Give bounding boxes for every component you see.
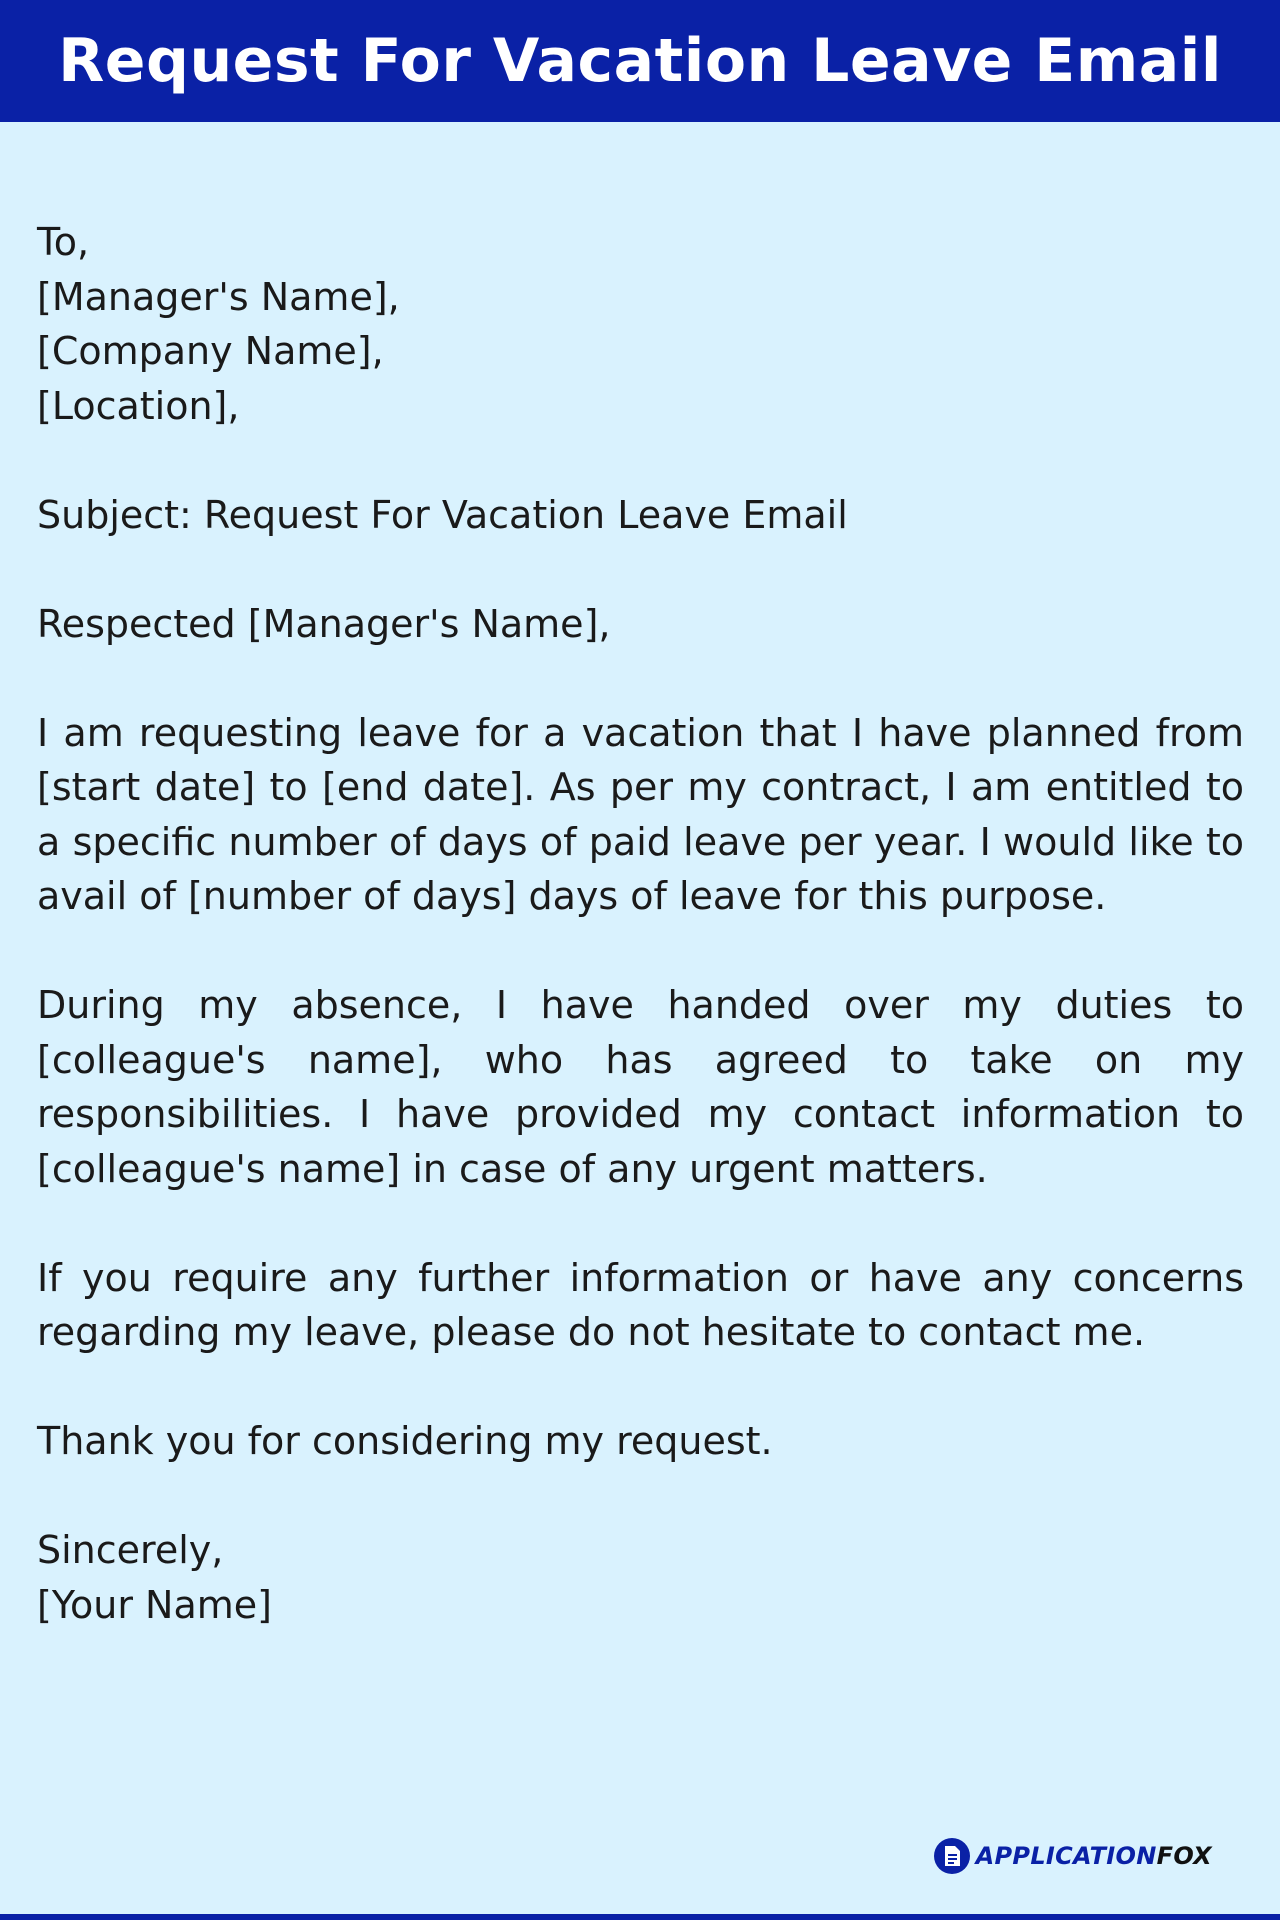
brand-logo <box>934 1838 1212 1874</box>
letter-body <box>37 215 1244 1687</box>
recipient-address <box>37 215 1244 433</box>
brand-name-part1: APPLICATION <box>975 1842 1157 1870</box>
body-paragraph: Thank you for considering my request. <box>37 1419 773 1463</box>
salutation: Respected [Manager's Name], <box>37 601 611 646</box>
document-icon <box>934 1838 970 1874</box>
page-title: Request For Vacation Leave Email <box>58 26 1222 96</box>
body-paragraph: If you require any further information or have any concerns regarding my leave, please do not hesitate to contact me. <box>37 1255 1244 1354</box>
address-line: [Manager's Name], <box>37 274 400 319</box>
subject-line: Subject: Request For Vacation Leave Email <box>37 492 848 537</box>
address-line: To, <box>37 220 90 264</box>
address-line: [Company Name], <box>37 329 384 373</box>
brand-name <box>976 1842 1212 1870</box>
body-paragraph: During my absence, I have handed over my duties to [colleague's name], who has agreed to take on my responsibilities. I have provided my contact information to [colleague's name] in case of any urgent matters. <box>37 983 1244 1191</box>
footer-bar <box>0 1914 1280 1920</box>
body-paragraph: I am requesting leave for a vacation that I have planned from [start date] to [end date]. As per my contract, I am entitled to a specific number of days of paid leave per year. I would like to avail of [number of days] days of leave for this purpose. <box>37 710 1244 918</box>
brand-name-part2: FOX <box>1156 1842 1212 1870</box>
address-line: [Location], <box>37 383 240 428</box>
signature: [Your Name] <box>37 1582 272 1627</box>
sign-off <box>37 1523 1244 1632</box>
closing: Sincerely, <box>37 1528 224 1572</box>
header-banner <box>0 0 1280 122</box>
